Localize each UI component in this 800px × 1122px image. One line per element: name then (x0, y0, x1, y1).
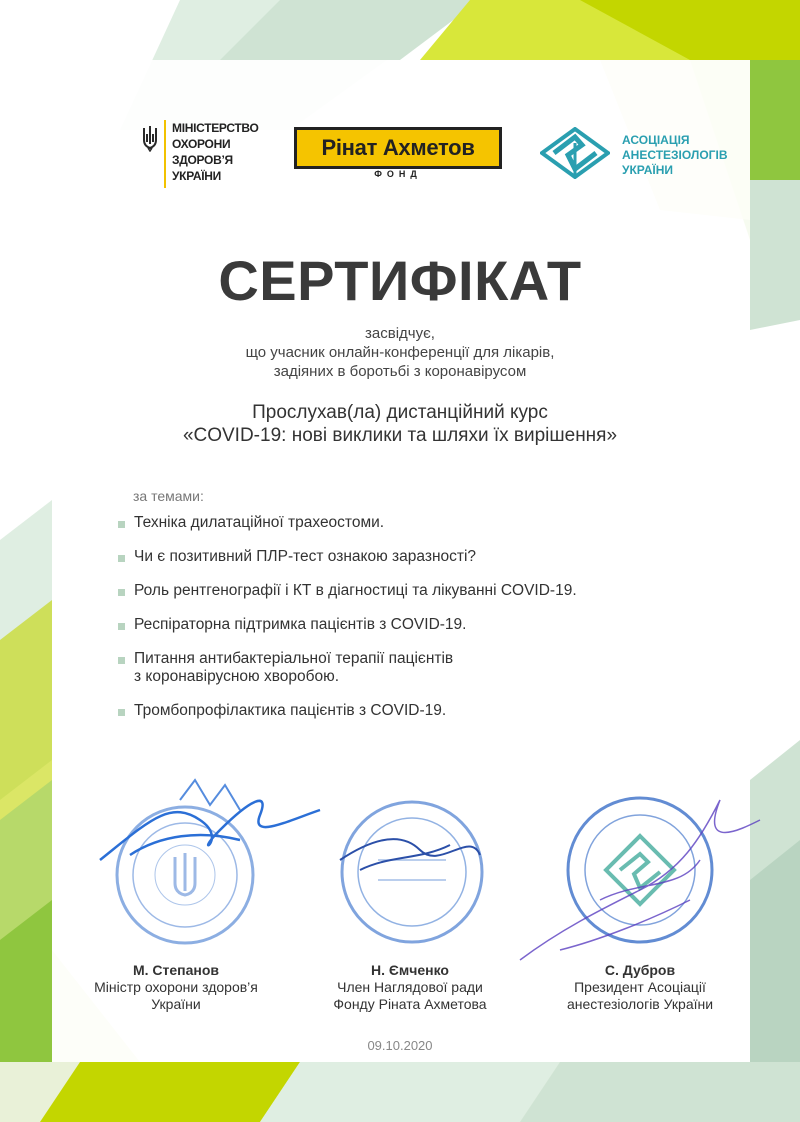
topic-text-continued: з коронавірусною хворобою. (134, 668, 340, 685)
ministry-logo-line: ОХОРОНИ (172, 137, 231, 151)
topic-text: Чи є позитивний ПЛР-тест ознакою заразності? (134, 548, 477, 565)
signatory-association (530, 962, 750, 1013)
ministry-logo-text (172, 120, 259, 184)
association-logo (540, 127, 740, 183)
intro-line: що учасник онлайн-конференції для лікарів, (245, 344, 555, 361)
association-mark-icon (540, 127, 610, 179)
topic-item (118, 616, 738, 634)
bullet-square-icon (118, 521, 125, 528)
signatory-name: М. Степанов (132, 962, 220, 978)
ministry-logo-divider (164, 120, 166, 188)
intro-line: задіяних в боротьбі з коронавірусом (273, 363, 527, 380)
association-logo-line: УКРАЇНИ (622, 163, 674, 177)
topic-text: Респіраторна підтримка пацієнтів з COVID-19. (134, 616, 467, 633)
bullet-square-icon (118, 709, 125, 716)
bullet-square-icon (118, 555, 125, 562)
intro-line: засвідчує, (365, 325, 435, 342)
signatory-name: С. Дубров (604, 962, 676, 978)
certificate-date: 09.10.2020 (367, 1038, 433, 1053)
topic-item (118, 514, 738, 532)
signatory-role: Фонду Ріната Ахметова (333, 996, 487, 1012)
trident-icon (140, 124, 160, 152)
ministry-logo-line: МІНІСТЕРСТВО (172, 121, 259, 135)
signatory-name: Н. Ємченко (371, 962, 449, 978)
topic-text: Тромбопрофілактика пацієнтів з COVID-19. (134, 702, 447, 719)
certificate-title: СЕРТИФІКАТ (218, 249, 582, 312)
bullet-square-icon (118, 623, 125, 630)
association-logo-line: АСОЦІАЦІЯ (622, 133, 690, 147)
topic-text: Питання антибактеріальної терапії пацієнтів (134, 650, 454, 667)
stamps-and-signatures (0, 760, 800, 980)
topic-item (118, 548, 738, 566)
topic-text: Техніка дилатаційної трахеостоми. (134, 514, 385, 531)
fond-logo-subtitle: ФОНД (374, 169, 422, 179)
topic-item (118, 650, 738, 686)
fond-stamp (342, 802, 482, 942)
course-line-1: Прослухав(ла) дистанційний курс (252, 402, 548, 423)
topic-item (118, 582, 738, 600)
ministry-logo-line: ЗДОРОВ’Я (172, 153, 233, 167)
ministry-logo (140, 120, 259, 190)
signatory-role: анестезіологів України (566, 996, 714, 1012)
topic-text: Роль рентгенографії і КТ в діагностиці та лікуванні COVID-19. (134, 582, 577, 599)
signatory-ministry (66, 962, 286, 1013)
ministry-logo-line: УКРАЇНИ (172, 169, 221, 183)
course-line-2: «COVID-19: нові виклики та шляхи їх вирішення» (182, 425, 618, 446)
bullet-square-icon (118, 589, 125, 596)
signatory-fond (298, 962, 522, 1013)
topics-list (118, 514, 738, 736)
association-logo-line: АНЕСТЕЗІОЛОГІВ (622, 148, 728, 162)
certificate-intro (0, 324, 800, 381)
course-title (0, 401, 800, 447)
signatory-role: України (151, 996, 201, 1012)
topic-item (118, 702, 738, 720)
signatory-role: Міністр охорони здоров’я (94, 979, 258, 995)
topics-label: за темами: (133, 488, 204, 504)
association-logo-text (622, 133, 727, 178)
signature-dubrov (520, 800, 760, 960)
signatory-role: Член Наглядової ради (337, 979, 483, 995)
fond-logo-box (294, 127, 502, 169)
bullet-square-icon (118, 657, 125, 664)
fond-logo-name: Рінат Ахметов (321, 135, 475, 160)
ministry-stamp (117, 807, 253, 943)
fond-logo (294, 127, 502, 179)
signatory-role: Президент Асоціації (574, 979, 706, 995)
